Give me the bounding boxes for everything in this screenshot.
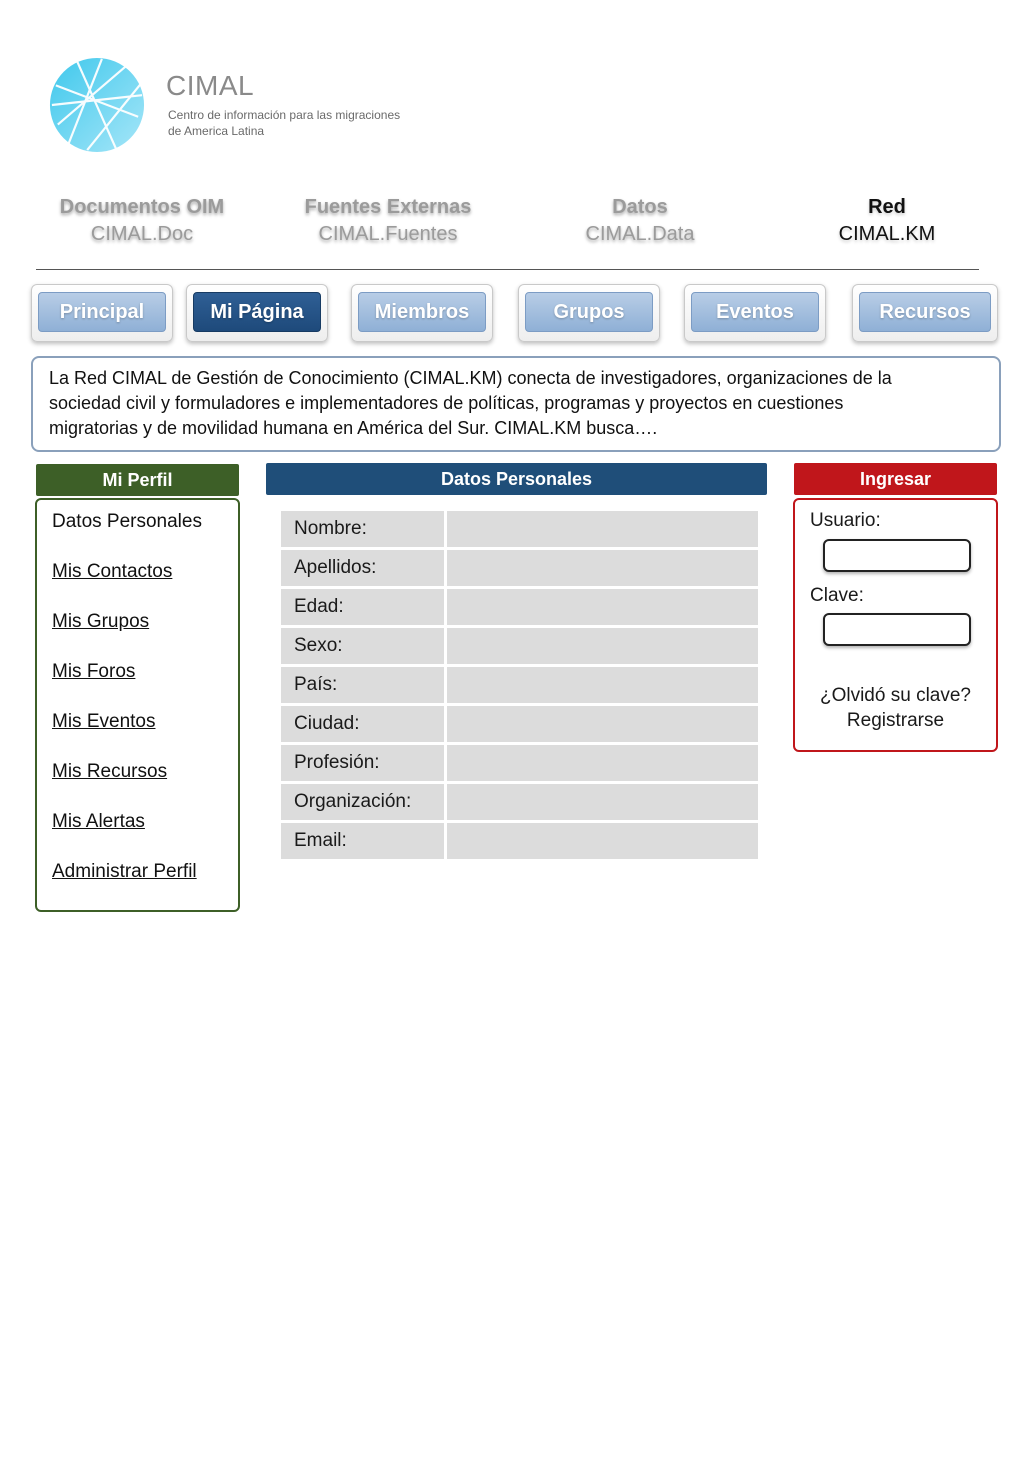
table-row (281, 706, 758, 742)
mi-perfil-panel (35, 498, 240, 912)
table-row (281, 823, 758, 859)
perfil-link-mis-foros[interactable]: Mis Foros (52, 661, 136, 682)
table-row (281, 511, 758, 547)
topnav-datos[interactable] (530, 196, 750, 246)
field-label: Apellidos: (281, 550, 444, 586)
field-label: Edad: (281, 589, 444, 625)
profesion-value (447, 745, 758, 781)
tab-recursos[interactable] (852, 284, 998, 342)
mi-perfil-header: Mi Perfil (36, 464, 239, 496)
forgot-password-link[interactable]: ¿Olvidó su clave? (819, 685, 971, 706)
header-divider (36, 269, 979, 270)
register-link[interactable]: Registrarse (846, 710, 945, 731)
login-panel (793, 498, 998, 752)
sexo-value (447, 628, 758, 664)
tab-miembros[interactable] (351, 284, 493, 342)
perfil-link-mis-contactos[interactable]: Mis Contactos (52, 561, 173, 582)
table-row (281, 667, 758, 703)
intro-line: migratorias y de movilidad humana en América del Sur. CIMAL.KM busca…. (49, 418, 658, 438)
logo-subtitle-line2: de America Latina (168, 124, 265, 138)
table-row (281, 589, 758, 625)
topnav-title: Fuentes Externas (304, 196, 472, 218)
field-label: Email: (281, 823, 444, 859)
nombre-value (447, 511, 758, 547)
intro-line: La Red CIMAL de Gestión de Conocimiento (CIMAL.KM) conecta de investigadores, organizaciones de la (49, 368, 892, 388)
logo-name: CIMAL (166, 70, 255, 101)
email-value (447, 823, 758, 859)
topnav-red[interactable] (777, 196, 997, 246)
apellidos-value (447, 550, 758, 586)
datos-personales-header: Datos Personales (266, 463, 767, 495)
usuario-input[interactable] (823, 539, 971, 572)
field-label: Profesión: (281, 745, 444, 781)
clave-input[interactable] (823, 613, 971, 646)
intro-line: sociedad civil y formuladores e implementadores de políticas, programas y proyectos en cuestiones (49, 393, 844, 413)
table-row (281, 628, 758, 664)
field-label: Ciudad: (281, 706, 444, 742)
table-row (281, 784, 758, 820)
field-label: Organización: (281, 784, 444, 820)
tab-mi-pagina[interactable] (186, 284, 328, 342)
usuario-label: Usuario: (810, 510, 881, 531)
tab-label: Recursos (859, 292, 991, 332)
organizacion-value (447, 784, 758, 820)
tab-label: Mi Página (193, 292, 321, 332)
tab-principal[interactable] (31, 284, 173, 342)
field-label: País: (281, 667, 444, 703)
perfil-link-mis-eventos[interactable]: Mis Eventos (52, 711, 156, 732)
tab-label: Grupos (525, 292, 653, 332)
topnav-subtitle: CIMAL.Doc (90, 223, 194, 245)
perfil-link-mis-alertas[interactable]: Mis Alertas (52, 811, 145, 832)
topnav-fuentes-externas[interactable] (278, 196, 498, 246)
datos-personales-table (281, 511, 758, 862)
field-label: Sexo: (281, 628, 444, 664)
pais-value (447, 667, 758, 703)
topnav-documentos-oim[interactable] (32, 196, 252, 246)
ciudad-value (447, 706, 758, 742)
intro-text-box (31, 356, 1001, 452)
tab-label: Principal (38, 292, 166, 332)
tab-grupos[interactable] (518, 284, 660, 342)
topnav-subtitle: CIMAL.Fuentes (318, 223, 458, 245)
field-label: Nombre: (281, 511, 444, 547)
tab-label: Miembros (358, 292, 486, 332)
ingresar-header: Ingresar (794, 463, 997, 495)
logo-subtitle-line1: Centro de información para las migraciones (168, 108, 401, 122)
table-row (281, 550, 758, 586)
cimal-logo-icon (48, 56, 146, 154)
perfil-link-mis-recursos[interactable]: Mis Recursos (52, 761, 168, 782)
table-row (281, 745, 758, 781)
perfil-item-datos-personales: Datos Personales (52, 511, 202, 532)
topnav-subtitle: CIMAL.Data (585, 223, 695, 245)
tab-label: Eventos (691, 292, 819, 332)
clave-label: Clave: (810, 585, 864, 606)
perfil-link-mis-grupos[interactable]: Mis Grupos (52, 611, 150, 632)
topnav-title: Documentos OIM (59, 196, 225, 218)
tab-eventos[interactable] (684, 284, 826, 342)
topnav-title: Datos (612, 196, 668, 218)
perfil-link-administrar-perfil[interactable]: Administrar Perfil (52, 861, 197, 882)
topnav-subtitle: CIMAL.KM (838, 223, 936, 245)
edad-value (447, 589, 758, 625)
topnav-title: Red (868, 196, 906, 218)
